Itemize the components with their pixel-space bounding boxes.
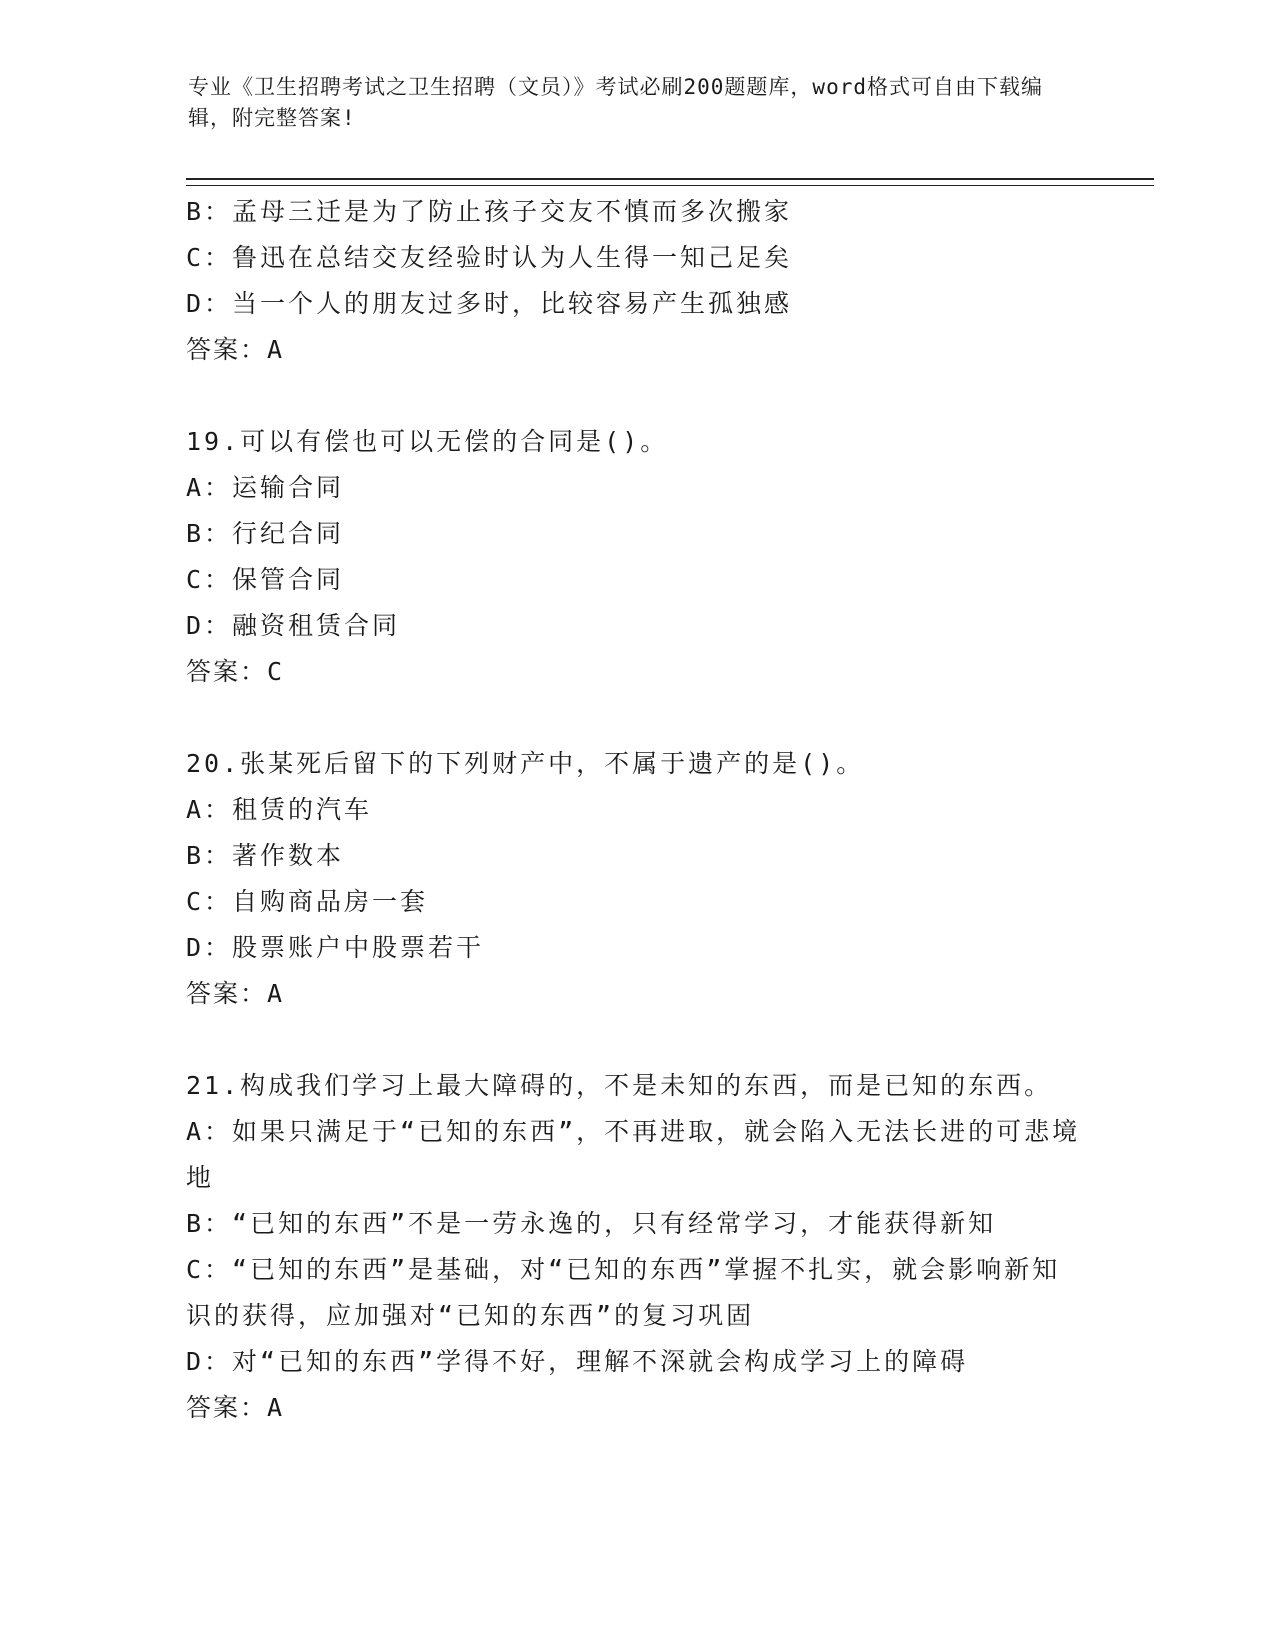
header-divider <box>186 178 1154 186</box>
option-c: C：鲁迅在总结交友经验时认为人生得一知己足矣 <box>186 243 793 272</box>
question-block-21 <box>186 1063 1086 1431</box>
question-text: 20.张某死后留下的下列财产中，不属于遗产的是()。 <box>186 749 865 778</box>
answer-line: 答案：A <box>186 979 285 1008</box>
option-d: D：融资租赁合同 <box>186 611 401 640</box>
option-a: A：租赁的汽车 <box>186 795 373 824</box>
option-d: D：股票账户中股票若干 <box>186 933 485 962</box>
question-text: 19.可以有偿也可以无偿的合同是()。 <box>186 427 669 456</box>
option-b: B：著作数本 <box>186 841 345 870</box>
option-c: C：保管合同 <box>186 565 345 594</box>
question-text: 21.构成我们学习上最大障碍的，不是未知的东西，而是已知的东西。 <box>186 1071 1053 1100</box>
option-c: C：自购商品房一套 <box>186 887 429 916</box>
option-b: B：行纪合同 <box>186 519 345 548</box>
option-d: D：对“已知的东西”学得不好，理解不深就会构成学习上的障碍 <box>186 1347 969 1376</box>
answer-line: 答案：C <box>186 657 285 686</box>
option-a: A：如果只满足于“已知的东西”，不再进取，就会陷入无法长进的可悲境地 <box>186 1117 1081 1192</box>
option-d: D：当一个人的朋友过多时，比较容易产生孤独感 <box>186 289 793 318</box>
question-block-18 <box>186 189 1086 373</box>
question-block-19 <box>186 419 1086 695</box>
answer-line: 答案：A <box>186 1393 285 1422</box>
option-b: B：孟母三迁是为了防止孩子交友不慎而多次搬家 <box>186 197 793 226</box>
question-block-20 <box>186 741 1086 1017</box>
option-c: C：“已知的东西”是基础，对“已知的东西”掌握不扎实，就会影响新知识的获得，应加强对“已知的东西”的复习巩固 <box>186 1255 1061 1330</box>
option-b: B：“已知的东西”不是一劳永逸的，只有经常学习，才能获得新知 <box>186 1209 997 1238</box>
page-header: 专业《卫生招聘考试之卫生招聘（文员）》考试必刷200题题库，word格式可自由下载编辑，附完整答案! <box>188 75 1043 130</box>
answer-line: 答案：A <box>186 335 285 364</box>
option-a: A：运输合同 <box>186 473 345 502</box>
question-list <box>186 189 1086 1431</box>
